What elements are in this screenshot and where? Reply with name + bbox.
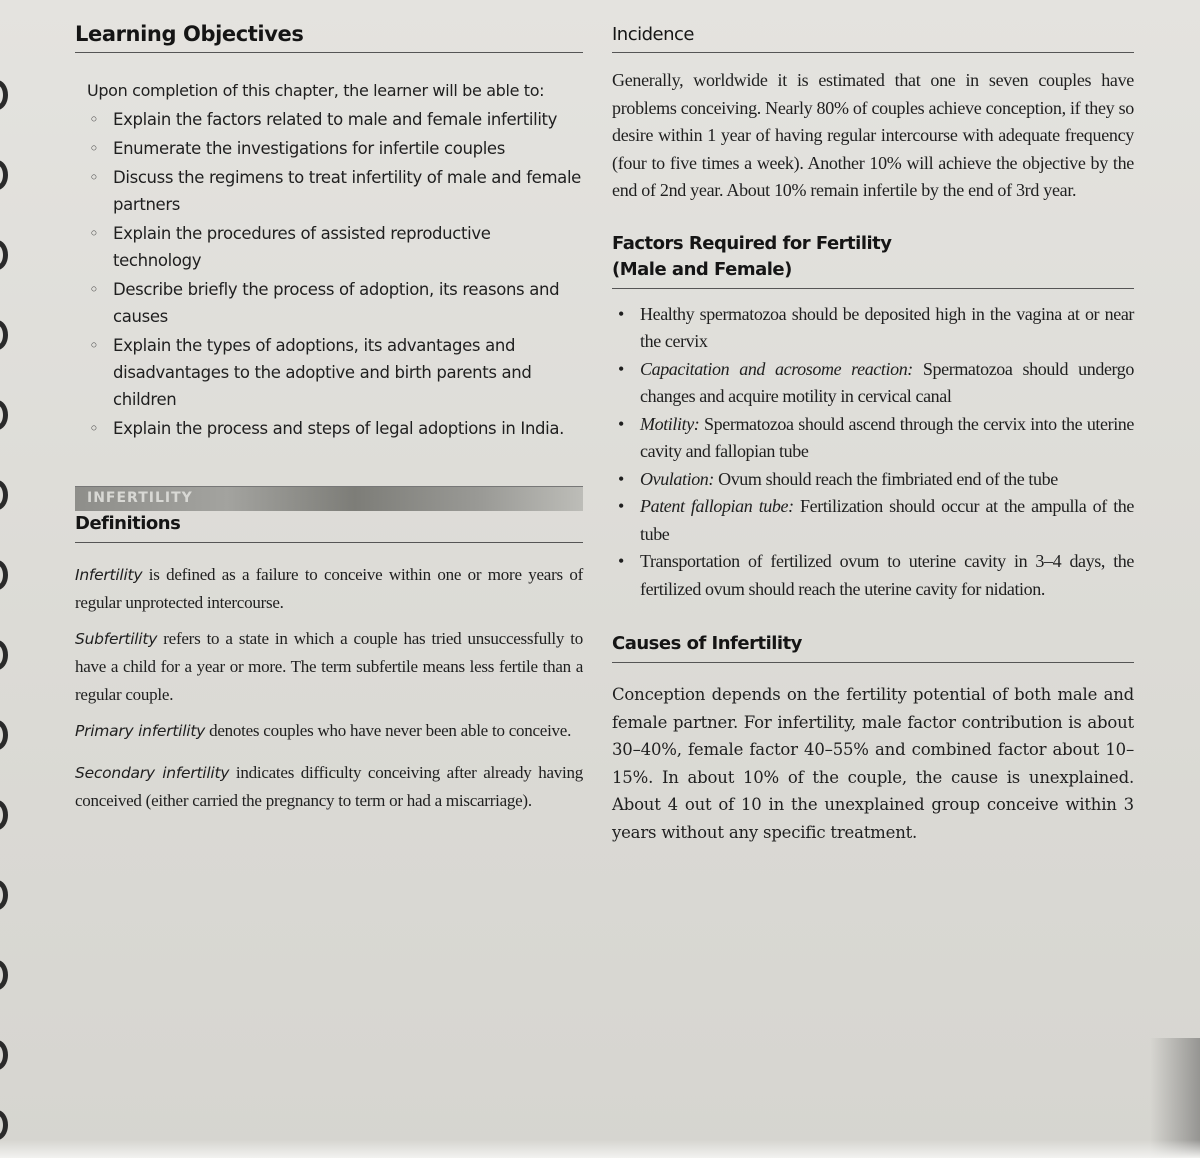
binding-ring bbox=[0, 960, 8, 990]
bullet-icon: • bbox=[618, 496, 624, 517]
factor-item: • Capacitation and acrosome reaction: Spermatozoa should undergo changes and acquire motility in cervical canal bbox=[616, 356, 1134, 411]
right-column bbox=[612, 22, 1134, 846]
circle-bullet-icon: ◦ bbox=[89, 419, 99, 438]
binding-ring bbox=[0, 640, 8, 670]
definition-primary-infertility: Primary infertility denotes couples who have never been able to conceive. bbox=[75, 721, 572, 741]
incidence-heading: Incidence bbox=[612, 22, 1134, 53]
causes-heading: Causes of Infertility bbox=[612, 631, 1134, 663]
factors-heading-line2: (Male and Female) bbox=[612, 258, 792, 280]
causes-text: Conception depends on the fertility potential of both male and female partner. For infertility, male factor contribution is about 30–40%, female factor 40–55% and combined factor about 10–15%. In about 10% of the couple, the cause is unexplained. About 4 out of 10 in the unexplained group conceive within 3 years without any specific treatment. bbox=[612, 685, 1134, 842]
factors-list bbox=[616, 301, 1134, 604]
factor-item: • Patent fallopian tube: Fertilization should occur at the ampulla of the tube bbox=[616, 493, 1134, 548]
circle-bullet-icon: ◦ bbox=[89, 168, 99, 187]
spiral-binding bbox=[0, 60, 14, 1158]
factor-item: • Ovulation: Ovum should reach the fimbriated end of the tube bbox=[616, 466, 1134, 494]
page-bottom-edge bbox=[0, 1140, 1200, 1158]
learning-objectives-heading: Learning Objectives bbox=[75, 22, 583, 53]
objective-item: ◦ Explain the factors related to male and female infertility bbox=[89, 106, 583, 133]
bullet-icon: • bbox=[618, 468, 624, 489]
definitions-heading: Definitions bbox=[75, 511, 583, 543]
section-banner bbox=[75, 486, 583, 511]
binding-ring bbox=[0, 800, 8, 830]
factors-heading bbox=[612, 231, 1134, 289]
left-column bbox=[75, 22, 583, 815]
objective-item: ◦ Explain the procedures of assisted reproductive technology bbox=[89, 220, 583, 274]
bullet-icon: • bbox=[618, 551, 624, 572]
binding-ring bbox=[0, 80, 8, 110]
binding-ring bbox=[0, 1110, 8, 1140]
objectives-intro: Upon completion of this chapter, the learner will be able to: bbox=[87, 81, 545, 100]
objective-item: ◦ Explain the process and steps of legal adoptions in India. bbox=[89, 415, 583, 442]
definition-infertility: Infertility is defined as a failure to conceive within one or more years of regular unprotected intercourse. bbox=[75, 565, 583, 613]
binding-ring bbox=[0, 720, 8, 750]
factor-item: • Transportation of fertilized ovum to uterine cavity in 3–4 days, the fertilized ovum should reach the uterine cavity for nidation. bbox=[616, 548, 1134, 603]
objective-item: ◦ Explain the types of adoptions, its advantages and disadvantages to the adoptive and birth parents and children bbox=[89, 332, 583, 413]
binding-ring bbox=[0, 240, 8, 270]
objective-item: ◦ Discuss the regimens to treat infertility of male and female partners bbox=[89, 164, 583, 218]
bullet-icon: • bbox=[618, 358, 624, 379]
binding-ring bbox=[0, 1040, 8, 1070]
circle-bullet-icon: ◦ bbox=[89, 224, 99, 243]
binding-ring bbox=[0, 480, 8, 510]
circle-bullet-icon: ◦ bbox=[89, 139, 99, 158]
bullet-icon: • bbox=[618, 303, 624, 324]
factor-item: • Motility: Spermatozoa should ascend through the cervix into the uterine cavity and fallopian tube bbox=[616, 411, 1134, 466]
objectives-list bbox=[89, 106, 583, 442]
definition-secondary-infertility: Secondary infertility indicates difficulty conceiving after already having conceived (either carried the pregnancy to term or had a miscarriage). bbox=[75, 763, 583, 811]
factors-heading-line1: Factors Required for Fertility bbox=[612, 232, 892, 254]
objective-item: ◦ Enumerate the investigations for infertile couples bbox=[89, 135, 583, 162]
binding-ring bbox=[0, 160, 8, 190]
binding-ring bbox=[0, 400, 8, 430]
circle-bullet-icon: ◦ bbox=[89, 336, 99, 355]
binding-ring bbox=[0, 560, 8, 590]
binding-ring bbox=[0, 880, 8, 910]
definitions-block bbox=[75, 561, 583, 815]
incidence-text: Generally, worldwide it is estimated that one in seven couples have problems conceiving. Nearly 80% of couples achieve conception, if they so desire within 1 year of having regular intercourse with adequate frequency (four to five times a week). Another 10% will achieve the objective by the end of 2nd year. About 10% remain infertile by the end of 3rd year. bbox=[612, 70, 1134, 201]
binding-ring bbox=[0, 320, 8, 350]
circle-bullet-icon: ◦ bbox=[89, 280, 99, 299]
section-banner-label: INFERTILITY bbox=[87, 490, 193, 506]
factor-item: • Healthy spermatozoa should be deposited high in the vagina at or near the cervix bbox=[616, 301, 1134, 356]
definition-subfertility: Subfertility refers to a state in which a couple has tried unsuccessfully to have a child for a year or more. The term subfertile means less fertile than a regular couple. bbox=[75, 629, 583, 705]
circle-bullet-icon: ◦ bbox=[89, 110, 99, 129]
bullet-icon: • bbox=[618, 413, 624, 434]
objective-item: ◦ Describe briefly the process of adoption, its reasons and causes bbox=[89, 276, 583, 330]
